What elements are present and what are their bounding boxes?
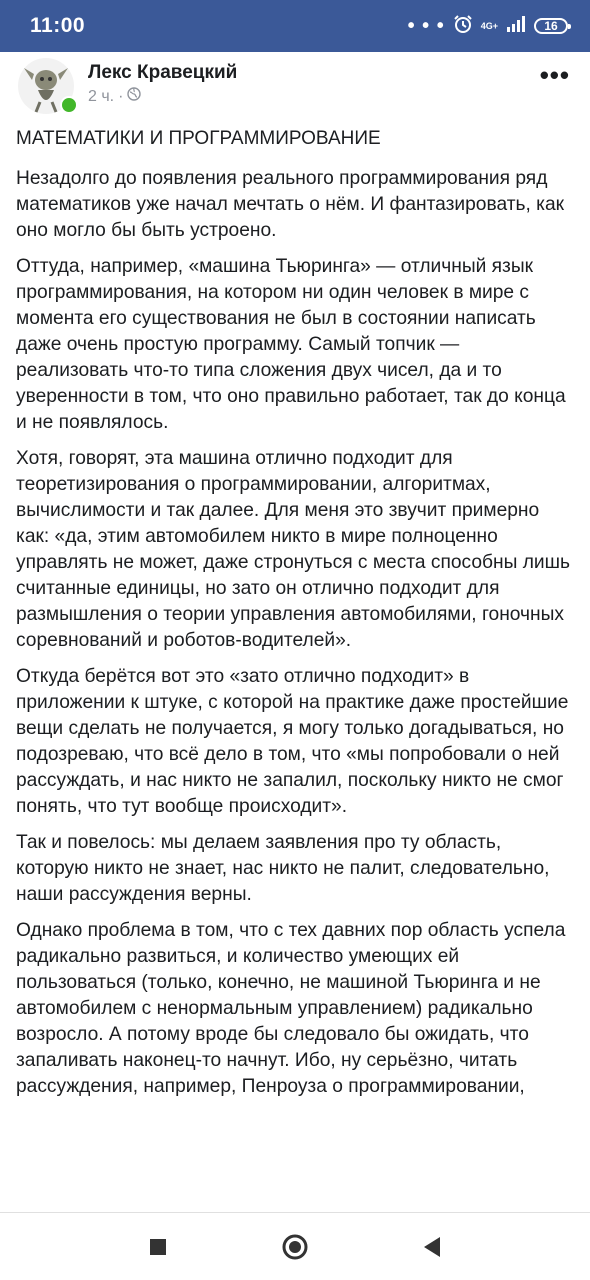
network-type: 4G+ xyxy=(480,20,498,31)
post-time[interactable]: 2 ч. xyxy=(88,87,115,105)
battery-level: 16 xyxy=(544,19,558,33)
post-header xyxy=(0,52,590,122)
battery-icon xyxy=(534,18,568,34)
post-meta xyxy=(88,87,141,106)
back-triangle-icon[interactable] xyxy=(408,1223,456,1271)
online-status-indicator xyxy=(60,96,78,114)
more-options-icon[interactable]: ••• xyxy=(539,60,570,90)
post-paragraph: Незадолго до появления реального программирования ряд математиков уже начал мечтать о нём. И фантазировать, как оно могло бы быть устроено. xyxy=(16,168,565,241)
post-paragraph: Однако проблема в том, что с тех давних пор область успела радикально развиться, и количество умеющих ей пользоваться (только, конечно, не машиной Тьюринга и не автомобилем с ненормальным управлением) радикально возросло. А потому вроде бы следовало бы ожидать, что запаливать наконец-то начнут. Ибо, ну серьёзно, читать рассуждения, например, Пенроуза о программировании, xyxy=(16,920,566,1097)
post-paragraph: Откуда берётся вот это «зато отлично подходит» в приложении к штуке, с которой на практике даже простейшие вещи сделать не получается, я могу только догадываться, но подозреваю, что всё дело в том, что «мы попробовали о ней рассуждать, и нас никто не запалил, поскольку никто не смог понять, что тут вообще происходит». xyxy=(16,666,569,817)
home-circle-icon[interactable] xyxy=(271,1223,319,1271)
system-navigation-bar xyxy=(0,1212,590,1280)
author-name[interactable]: Лекс Кравецкий xyxy=(88,62,238,83)
meta-separator: · xyxy=(118,87,124,105)
post-paragraph: Хотя, говорят, эта машина отлично подходит для теоретизирования о программировании, алгоритмах, вычислимости и так далее. Для меня это звучит примерно как: «да, этим автомобилем никто в мире полноценно управлять не может, даже стронуться с места способны лишь считанные единицы, но зато он отлично подходит для размышления о теории управления автомобилями, гоночных соревнований и роботов-водителей». xyxy=(16,448,571,651)
stop-square-icon[interactable] xyxy=(134,1223,182,1271)
alarm-icon xyxy=(453,14,473,39)
post-paragraph: Оттуда, например, «машина Тьюринга» — отличный язык программирования, на котором ни один человек в мире с момента его существования не был в состоянии написать даже очень простую программу. Самый топчик — реализовать что-то типа сложения двух чисел, да и то уверенности в том, что оно правильно работает, так до конца и не появлялось. xyxy=(16,256,566,433)
status-time: 11:00 xyxy=(30,14,86,37)
status-icons xyxy=(408,14,568,39)
post-paragraph: Так и повелось: мы делаем заявления про ту область, которую никто не знает, нас никто не палит, следовательно, наши рассуждения верны. xyxy=(16,832,550,905)
notification-dots-icon: • • • xyxy=(407,15,445,37)
status-bar xyxy=(0,0,590,52)
post-title: МАТЕМАТИКИ И ПРОГРАММИРОВАНИЕ xyxy=(16,128,381,149)
post-body xyxy=(16,126,576,1110)
globe-icon xyxy=(127,87,141,106)
signal-icon xyxy=(506,16,526,37)
